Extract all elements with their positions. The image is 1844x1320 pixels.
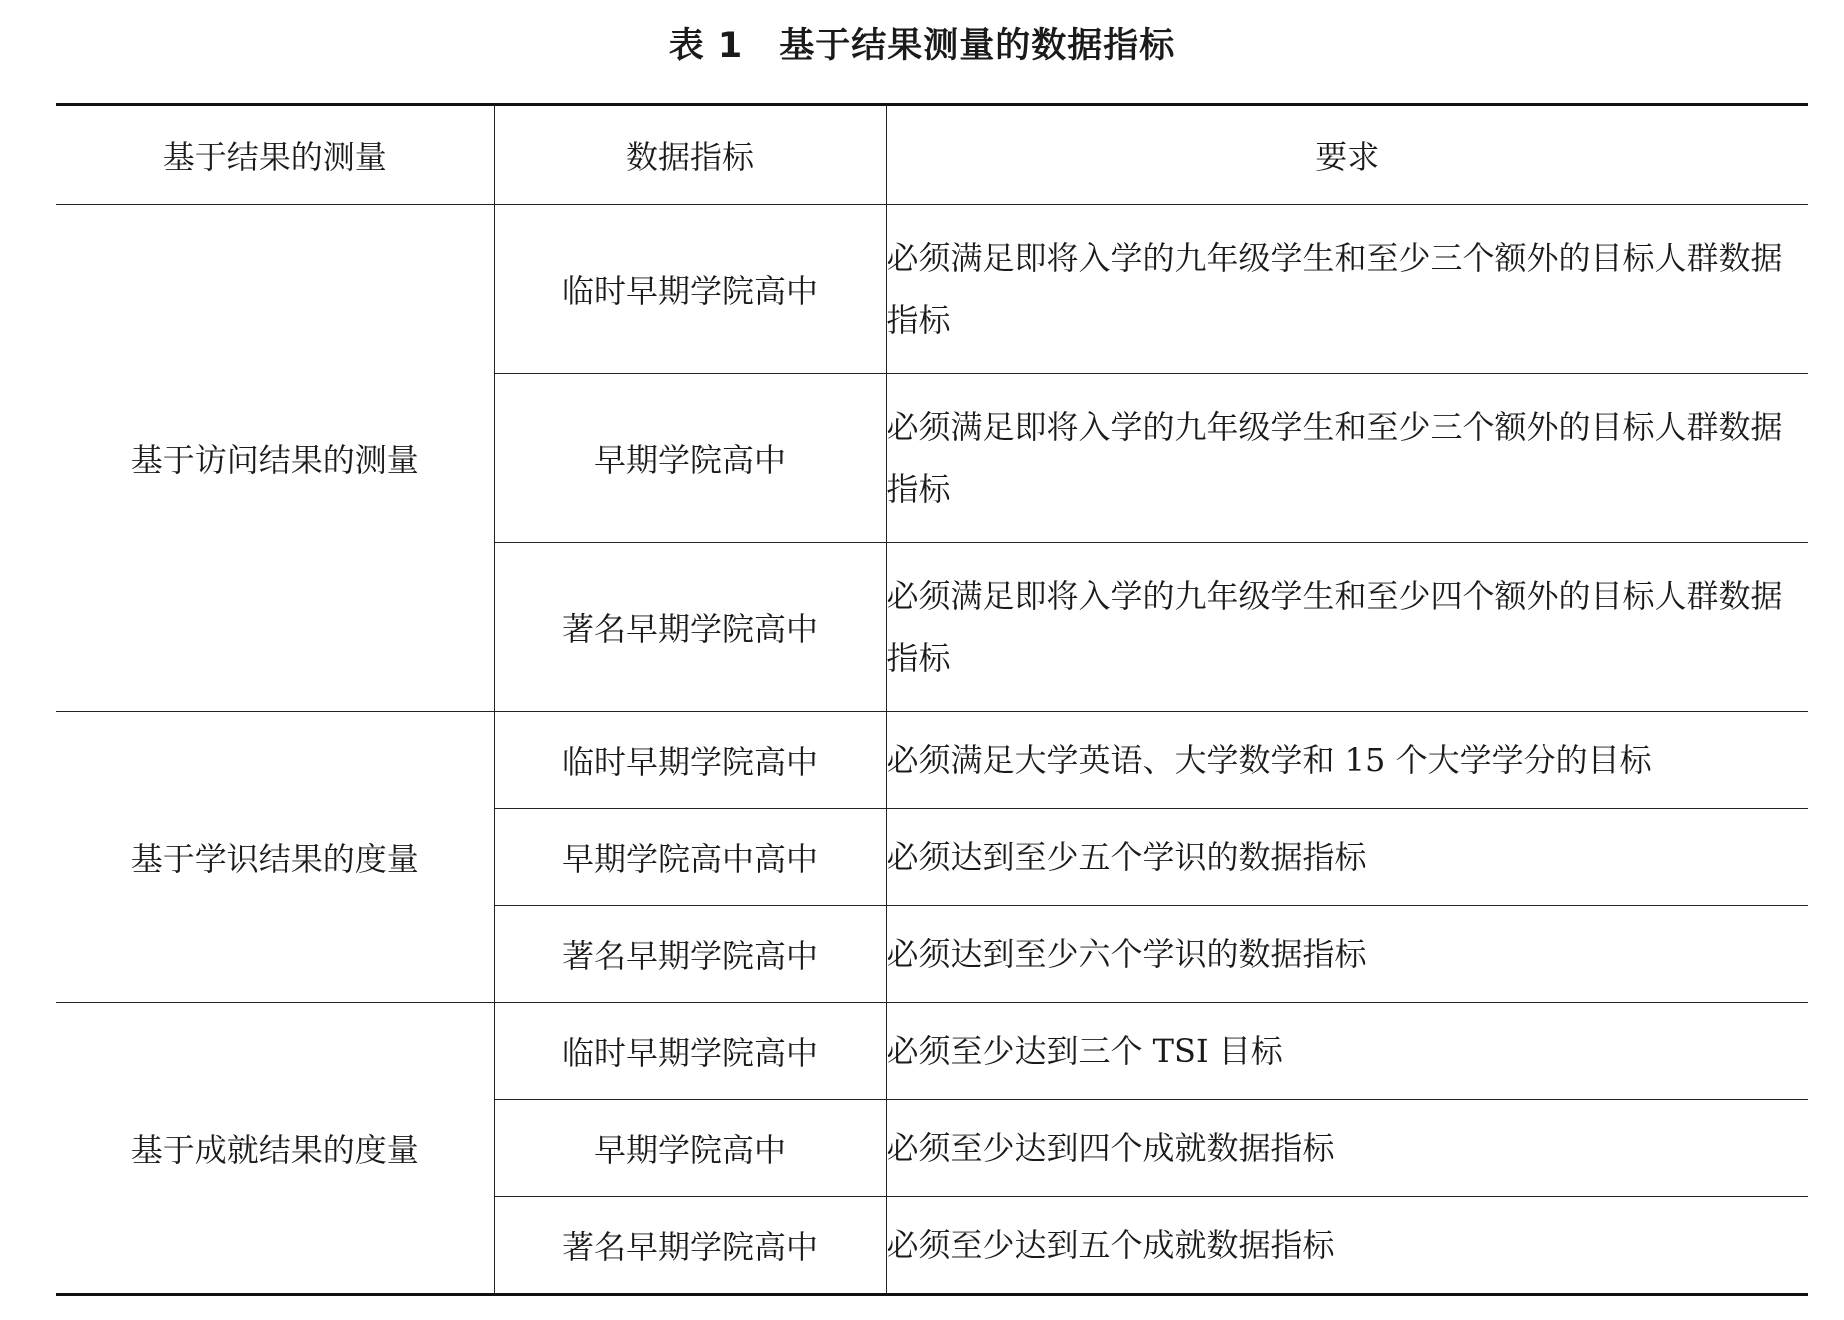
table-caption <box>0 20 1844 72</box>
header-measure: 基于结果的测量 <box>56 105 494 205</box>
header-indicator: 数据指标 <box>494 105 886 205</box>
requirement-cell: 必须满足即将入学的九年级学生和至少三个额外的目标人群数据指标 <box>886 374 1808 543</box>
header-row <box>56 105 1808 205</box>
table-title: 基于结果测量的数据指标 <box>779 26 1176 66</box>
indicator-cell: 早期学院高中 <box>494 374 886 543</box>
indicator-cell: 临时早期学院高中 <box>494 712 886 809</box>
table-row <box>56 205 1808 374</box>
header-requirement: 要求 <box>886 105 1808 205</box>
table-row <box>56 1003 1808 1100</box>
requirement-cell: 必须至少达到四个成就数据指标 <box>886 1100 1808 1197</box>
group-scholarship-measure: 基于学识结果的度量 <box>56 712 494 1003</box>
indicator-cell: 著名早期学院高中 <box>494 906 886 1003</box>
indicator-cell: 临时早期学院高中 <box>494 205 886 374</box>
group-access-measure: 基于访问结果的测量 <box>56 205 494 712</box>
indicator-cell: 著名早期学院高中 <box>494 1197 886 1295</box>
indicator-cell: 早期学院高中 <box>494 1100 886 1197</box>
indicator-cell: 早期学院高中高中 <box>494 809 886 906</box>
requirement-cell: 必须达到至少五个学识的数据指标 <box>886 809 1808 906</box>
data-indicators-table <box>56 103 1808 1296</box>
requirement-cell: 必须满足即将入学的九年级学生和至少四个额外的目标人群数据指标 <box>886 543 1808 712</box>
requirement-cell: 必须至少达到三个 TSI 目标 <box>886 1003 1808 1100</box>
requirement-cell: 必须至少达到五个成就数据指标 <box>886 1197 1808 1295</box>
indicator-cell: 临时早期学院高中 <box>494 1003 886 1100</box>
group-achievement-measure: 基于成就结果的度量 <box>56 1003 494 1295</box>
indicator-cell: 著名早期学院高中 <box>494 543 886 712</box>
requirement-cell: 必须满足即将入学的九年级学生和至少三个额外的目标人群数据指标 <box>886 205 1808 374</box>
table-number: 表 1 <box>668 26 744 66</box>
requirement-cell: 必须达到至少六个学识的数据指标 <box>886 906 1808 1003</box>
requirement-cell: 必须满足大学英语、大学数学和 15 个大学学分的目标 <box>886 712 1808 809</box>
table-row <box>56 712 1808 809</box>
